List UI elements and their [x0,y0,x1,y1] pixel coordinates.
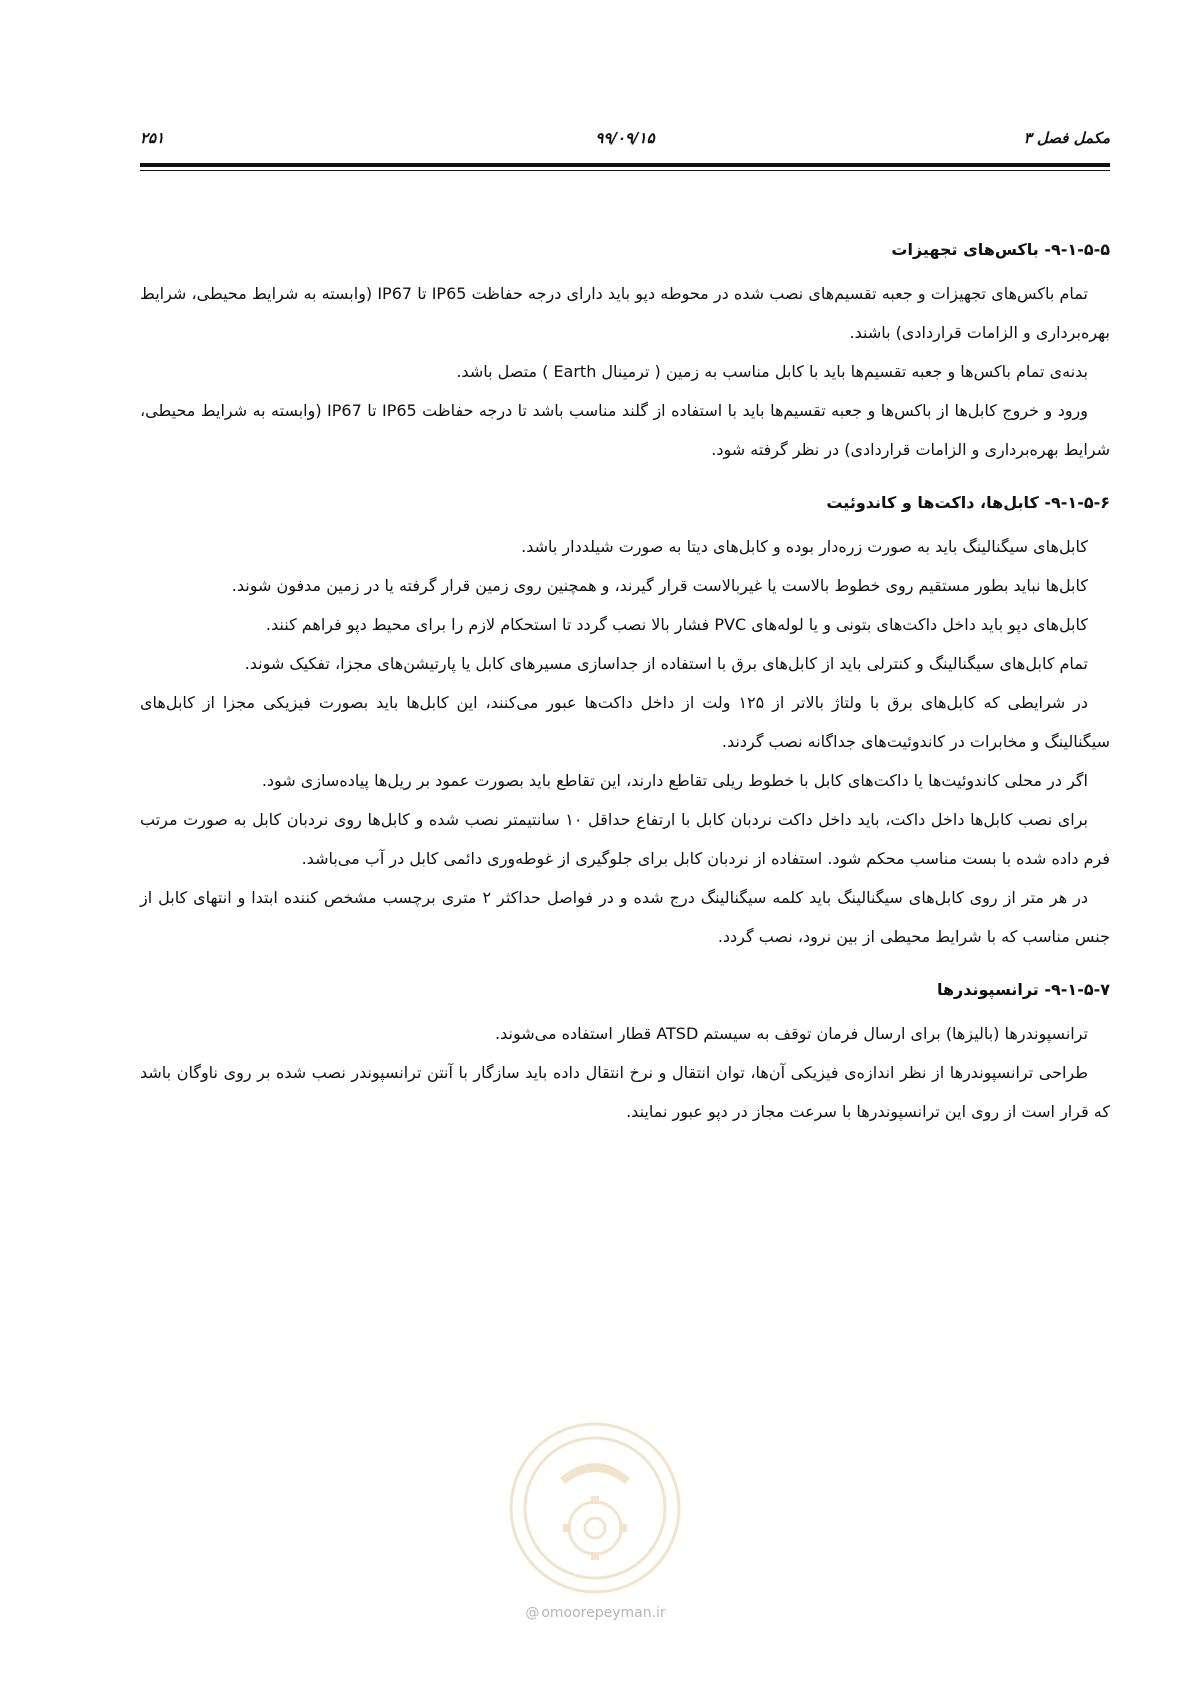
section-title: ۹-۱-۵-۷- ترانسپوندرها [936,980,1110,999]
paragraph: کابل‌های دپو باید داخل داکت‌های بتونی و یا لوله‌های PVC فشار بالا نصب گردد تا استحکام لازم را برای محیط دپو فراهم کنند. [265,615,1088,634]
paragraph: تمام کابل‌های سیگنالینگ و کنترلی باید از کابل‌های برق با استفاده از جداسازی مسیرهای کابل یا پارتیشن‌های مجزا، تفکیک شوند. [244,654,1088,673]
paragraph: در شرایطی که کابل‌های برق با ولتاژ بالاتر از ۱۲۵ ولت از داخل داکت‌ها عبور می‌کنند، این کابل‌ها باید بصورت فیزیکی مجزا از کابل‌های سیگنالینگ و مخابرات در کاندوئیت‌های جداگانه نصب گردند. [140,693,1110,751]
watermark-seal-icon [505,1418,685,1598]
paragraph: کابل‌های سیگنالینگ باید به صورت زره‌دار بوده و کابل‌های دیتا به صورت شیلددار باشد. [521,537,1088,556]
section-equipment-boxes [140,238,1110,469]
document-body [140,238,1110,1153]
section-cables-ducts [140,491,1110,956]
paragraph: ورود و خروج کابل‌ها از باکس‌ها و جعبه تقسیم‌ها باید با استفاده از گلند مناسب باشد تا درجه حفاظت IP65 تا IP67 (وابسته به شرایط محیطی، شرایط بهره‌برداری و الزامات قراردادی) در نظر گرفته شود. [140,401,1110,459]
section-title: ۹-۱-۵-۵- باکس‌های تجهیزات [891,240,1110,259]
paragraph: طراحی ترانسپوندرها از نظر اندازه‌ی فیزیکی آن‌ها، توان انتقال و نرخ انتقال داده باید سازگار با آنتن ترانسپوندر نصب شده بر روی ناوگان باشد که قرار است از روی این ترانسپوندرها با سرعت مجاز در دپو عبور نمایند. [140,1063,1110,1121]
paragraph: بدنه‌ی تمام باکس‌ها و جعبه تقسیم‌ها باید با کابل مناسب به زمین ( ترمینال Earth ) متصل باشد. [456,362,1088,381]
paragraph: برای نصب کابل‌ها داخل داکت، باید داخل داکت نردبان کابل با ارتفاع حداقل ۱۰ سانتیمتر نصب شده و کابل‌ها روی نردبان کابل به صورت مرتب فرم داده شده با بست مناسب محکم شود. استفاده از نردبان کابل برای جلوگیری از غوطه‌وری دائمی کابل در آب می‌باشد. [140,810,1110,868]
paragraph: تمام باکس‌های تجهیزات و جعبه تقسیم‌های نصب شده در محوطه دپو باید دارای درجه حفاظت IP65 تا IP67 (وابسته به شرایط محیطی، شرایط بهره‌برداری و الزامات قراردادی) باشند. [140,284,1110,342]
header-date: ۹۹/۰۹/۱۵ [595,129,655,147]
watermark-site: @ omoorepeyman.ir [525,1605,666,1621]
section-transponders [140,978,1110,1131]
paragraph: در هر متر از روی کابل‌های سیگنالینگ باید کلمه سیگنالینگ درج شده و در فواصل حداکثر ۲ متری برچسب مشخص کننده ابتدا و انتهای کابل از جنس مناسب که با شرایط محیطی از بین نرود، نصب گردد. [140,888,1110,946]
page-header [140,126,1110,158]
header-rule-thin [140,170,1110,171]
header-page-number: ۲۵۱ [140,129,165,147]
paragraph: ترانسپوندرها (بالیزها) برای ارسال فرمان توقف به سیستم ATSD قطار استفاده می‌شوند. [495,1024,1088,1043]
paragraph: اگر در محلی کاندوئیت‌ها یا داکت‌های کابل با خطوط ریلی تقاطع دارند، این تقاطع باید بصورت عمود بر ریل‌ها پیاده‌سازی شود. [261,771,1088,790]
paragraph: کابل‌ها نباید بطور مستقیم روی خطوط بالاست یا غیربالاست قرار گیرند، و همچنین روی زمین قرار گرفته یا در زمین مدفون شوند. [231,576,1088,595]
header-chapter: مکمل فصل ۳ [1023,129,1110,147]
at-icon: @ [525,1605,540,1621]
header-rule-thick [140,163,1110,167]
section-title: ۹-۱-۵-۶- کابل‌ها، داکت‌ها و کاندوئیت [826,493,1110,512]
